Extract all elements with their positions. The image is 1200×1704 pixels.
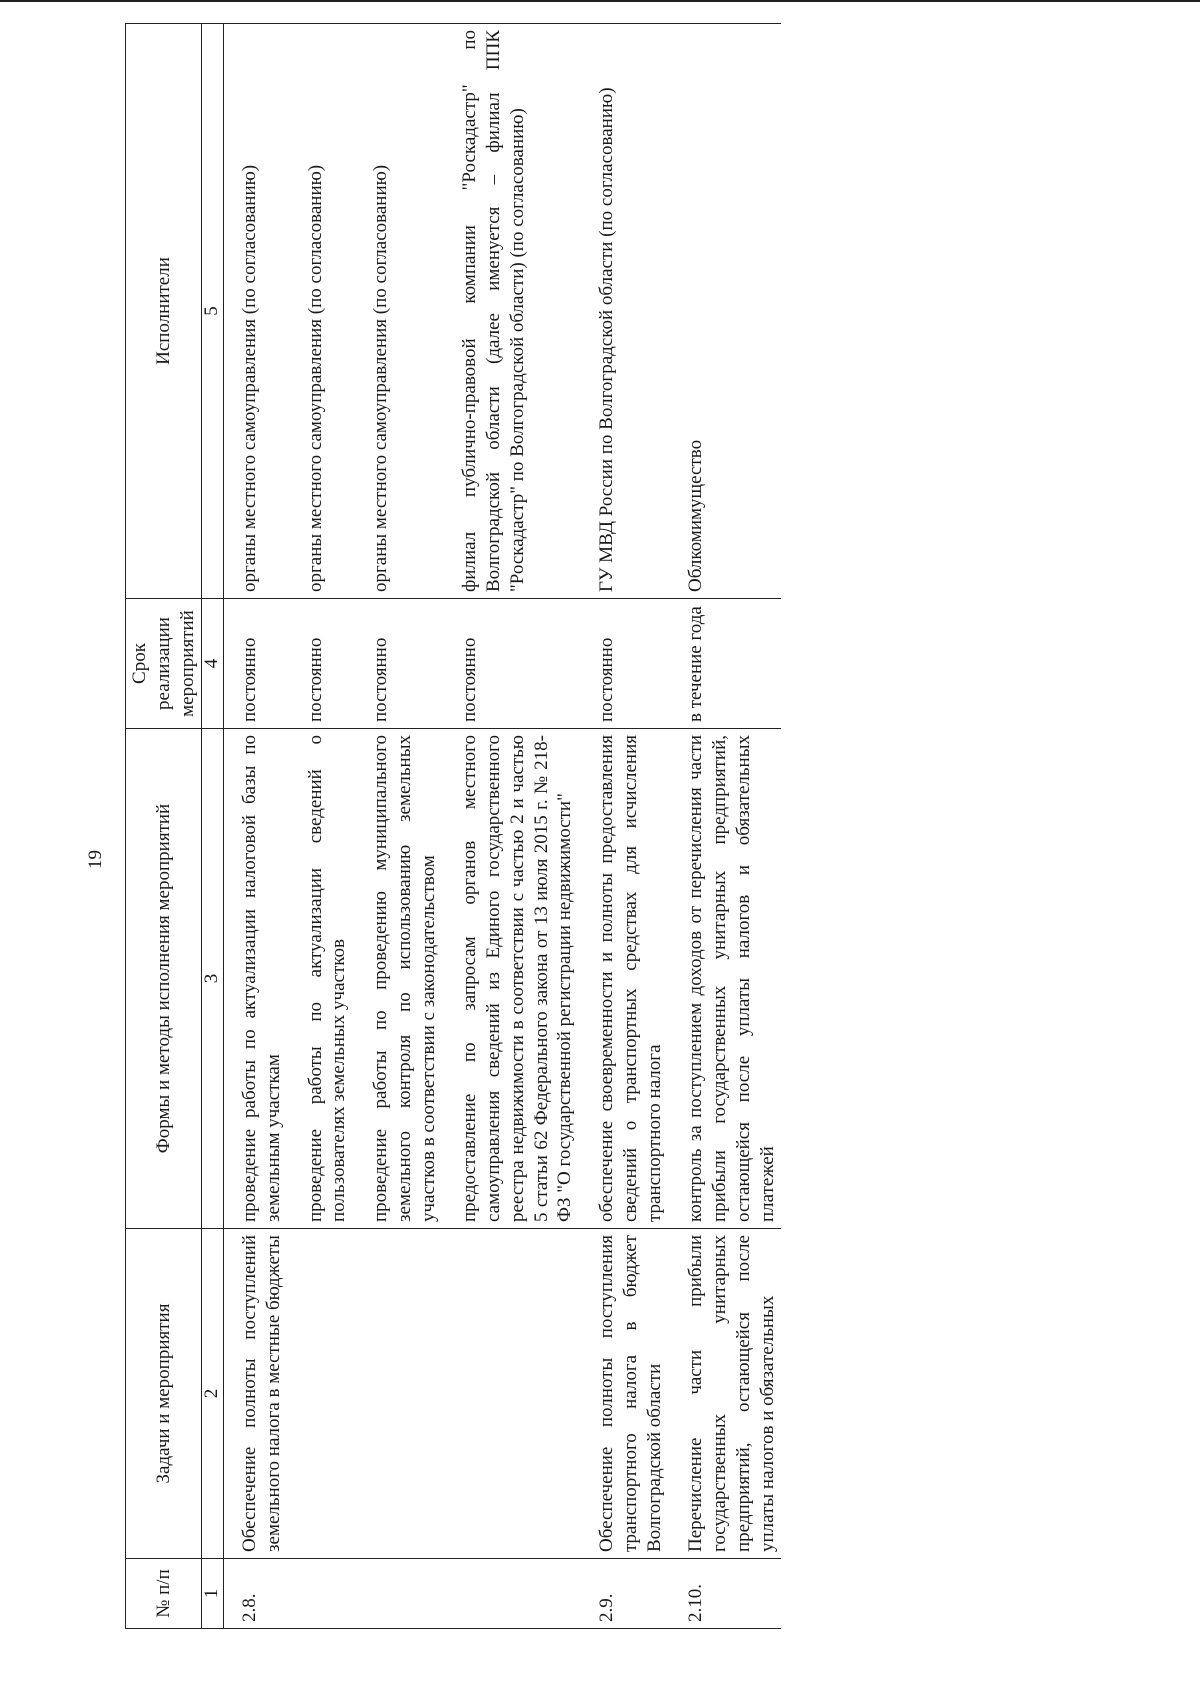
row-method: предоставление по запросам органов местного самоуправления сведений из Единого государственного реестра недвижимости в соответствии с частью 2 и частью 5 статьи 62 Федерального закона от 13 июля 2015 г. № 218-ФЗ "О государственной регистрации недвижимости" <box>442 729 579 1229</box>
table-row <box>288 24 354 1629</box>
row-term: постоянно <box>288 599 354 729</box>
column-number: 4 <box>202 599 224 729</box>
row-executor: филиал публично-правовой компании "Роскадастр" по Волгоградской области (далее именуется – филиал ППК "Роскадастр" по Волгоградской области) (по согласованию) <box>442 24 579 599</box>
row-method: контроль за поступлением доходов от перечисления части прибыли государственных унитарных предприятий, остающейся после уплаты налогов и обязательных платежей <box>668 729 781 1229</box>
header-methods: Формы и методы исполнения мероприятий <box>126 729 202 1229</box>
table-header-row <box>126 24 202 1629</box>
header-num: № п/п <box>126 1559 202 1629</box>
measures-table <box>125 23 781 1629</box>
row-task: Обеспечение полноты поступлений земельного налога в местные бюджеты <box>224 1229 288 1559</box>
header-tasks: Задачи и мероприятия <box>126 1229 202 1559</box>
row-method: обеспечение своевременности и полноты предоставления сведений о транспортных средствах для исчисления транспортного налога <box>579 729 668 1229</box>
row-method: проведение работы по проведению муниципального земельного контроля по использованию земельных участков в соответствии с законодательством <box>353 729 442 1229</box>
row-number: 2.8. <box>224 1559 288 1629</box>
row-task: Перечисление части прибыли государственных унитарных предприятий, остающейся после уплаты налогов и обязательных <box>668 1229 781 1559</box>
row-term: постоянно <box>579 599 668 729</box>
table-row <box>668 24 781 1629</box>
column-number: 1 <box>202 1559 224 1629</box>
header-executors: Исполнители <box>126 24 202 599</box>
row-number: 2.10. <box>668 1559 781 1629</box>
page-number: 19 <box>85 850 106 869</box>
column-number-row <box>202 24 224 1629</box>
row-method: проведение работы по актуализации налоговой базы по земельным участкам <box>224 729 288 1229</box>
row-executor: ГУ МВД России по Волгоградской области (по согласованию) <box>579 24 668 599</box>
column-number: 5 <box>202 24 224 599</box>
row-term: постоянно <box>442 599 579 729</box>
table-row <box>442 24 579 1629</box>
column-number: 2 <box>202 1229 224 1559</box>
table-row <box>579 24 668 1629</box>
row-term: в течение года <box>668 599 781 729</box>
row-term: постоянно <box>224 599 288 729</box>
header-term: Срок реализации мероприятий <box>126 599 202 729</box>
row-executor: органы местного самоуправления (по согласованию) <box>288 24 354 599</box>
row-term: постоянно <box>353 599 442 729</box>
table-row <box>224 24 288 1629</box>
row-method: проведение работы по актуализации сведений о пользователях земельных участков <box>288 729 354 1229</box>
row-executor: Облкомимущество <box>668 24 781 599</box>
row-number: 2.9. <box>579 1559 668 1629</box>
row-executor: органы местного самоуправления (по согласованию) <box>224 24 288 599</box>
row-task: Обеспечение полноты поступления транспортного налога в бюджет Волгоградской области <box>579 1229 668 1559</box>
column-number: 3 <box>202 729 224 1229</box>
table-row <box>353 24 442 1629</box>
row-executor: органы местного самоуправления (по согласованию) <box>353 24 442 599</box>
